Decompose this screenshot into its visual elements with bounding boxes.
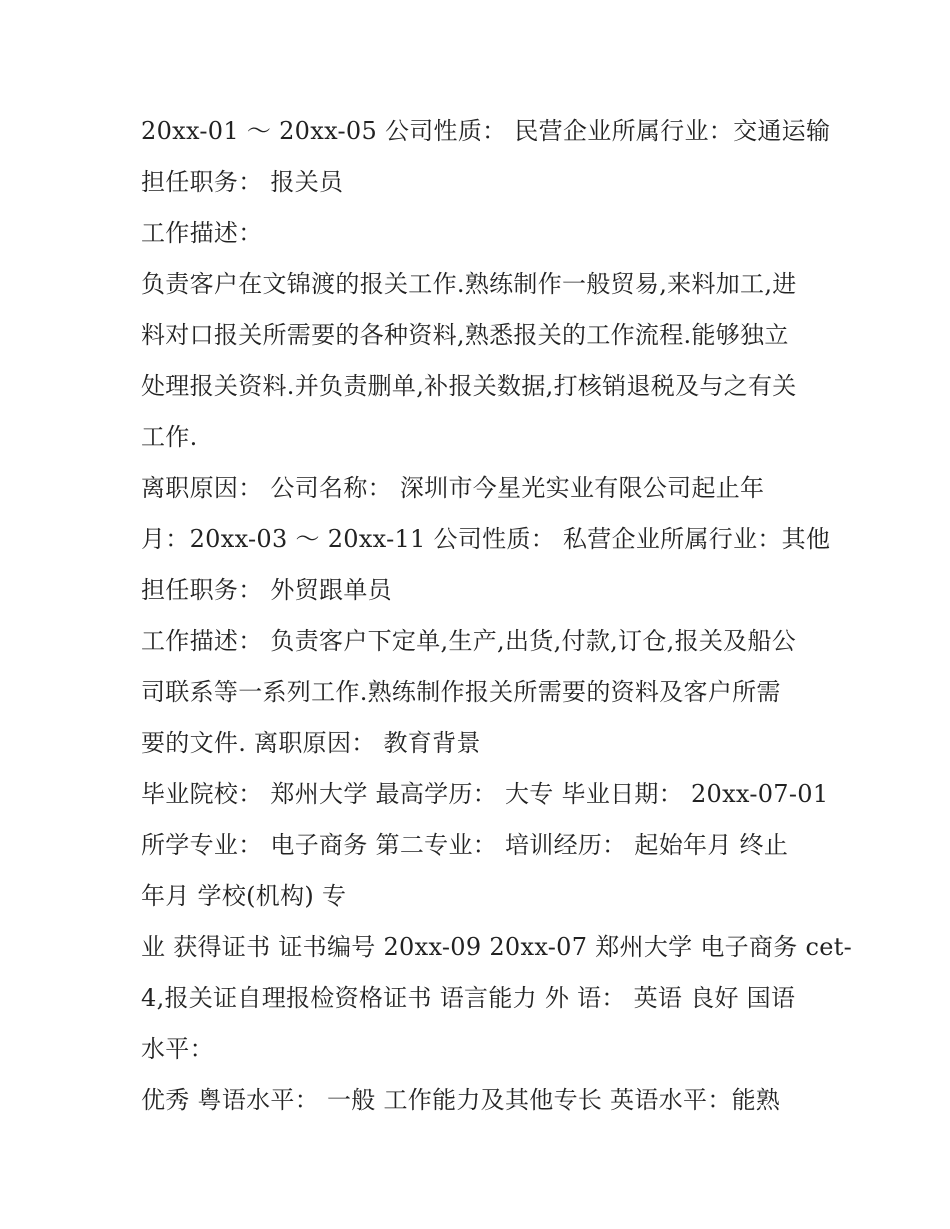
text-line: 优秀 粤语水平： 一般 工作能力及其他专长 英语水平：能熟	[141, 1086, 781, 1114]
text-line: 司联系等一系列工作.熟练制作报关所需要的资料及客户所需	[141, 678, 781, 706]
text-line: 料对口报关所需要的各种资料,熟悉报关的工作流程.能够独立	[141, 321, 789, 349]
text-line: 20xx-01 ～ 20xx-05 公司性质： 民营企业所属行业：交通运输	[141, 117, 831, 145]
text-line: 工作.	[141, 423, 198, 451]
text-line: 4,报关证自理报检资格证书 语言能力 外 语： 英语 良好 国语	[141, 984, 796, 1012]
text-line: 毕业院校： 郑州大学 最高学历： 大专 毕业日期： 20xx-07-01	[141, 780, 829, 808]
text-line: 年月 学校(机构) 专	[141, 882, 347, 910]
text-line: 工作描述： 负责客户下定单,生产,出货,付款,订仓,报关及船公	[141, 627, 797, 655]
text-line: 水平：	[141, 1035, 214, 1063]
text-line: 月：20xx-03 ～ 20xx-11 公司性质： 私营企业所属行业：其他	[141, 525, 831, 553]
resume-text-block	[141, 106, 853, 1126]
text-line: 工作描述：	[141, 219, 263, 247]
text-line: 负责客户在文锦渡的报关工作.熟练制作一般贸易,来料加工,进	[141, 270, 797, 298]
text-line: 要的文件. 离职原因： 教育背景	[141, 729, 481, 757]
text-line: 担任职务： 报关员	[141, 168, 344, 196]
text-line: 业 获得证书 证书编号 20xx-09 20xx-07 郑州大学 电子商务 cet-	[141, 933, 853, 961]
text-line: 处理报关资料.并负责删单,补报关数据,打核销退税及与之有关	[141, 372, 797, 400]
text-line: 所学专业： 电子商务 第二专业： 培训经历： 起始年月 终止	[141, 831, 789, 859]
text-line: 离职原因： 公司名称： 深圳市今星光实业有限公司起止年	[141, 474, 765, 502]
text-line: 担任职务： 外贸跟单员	[141, 576, 392, 604]
